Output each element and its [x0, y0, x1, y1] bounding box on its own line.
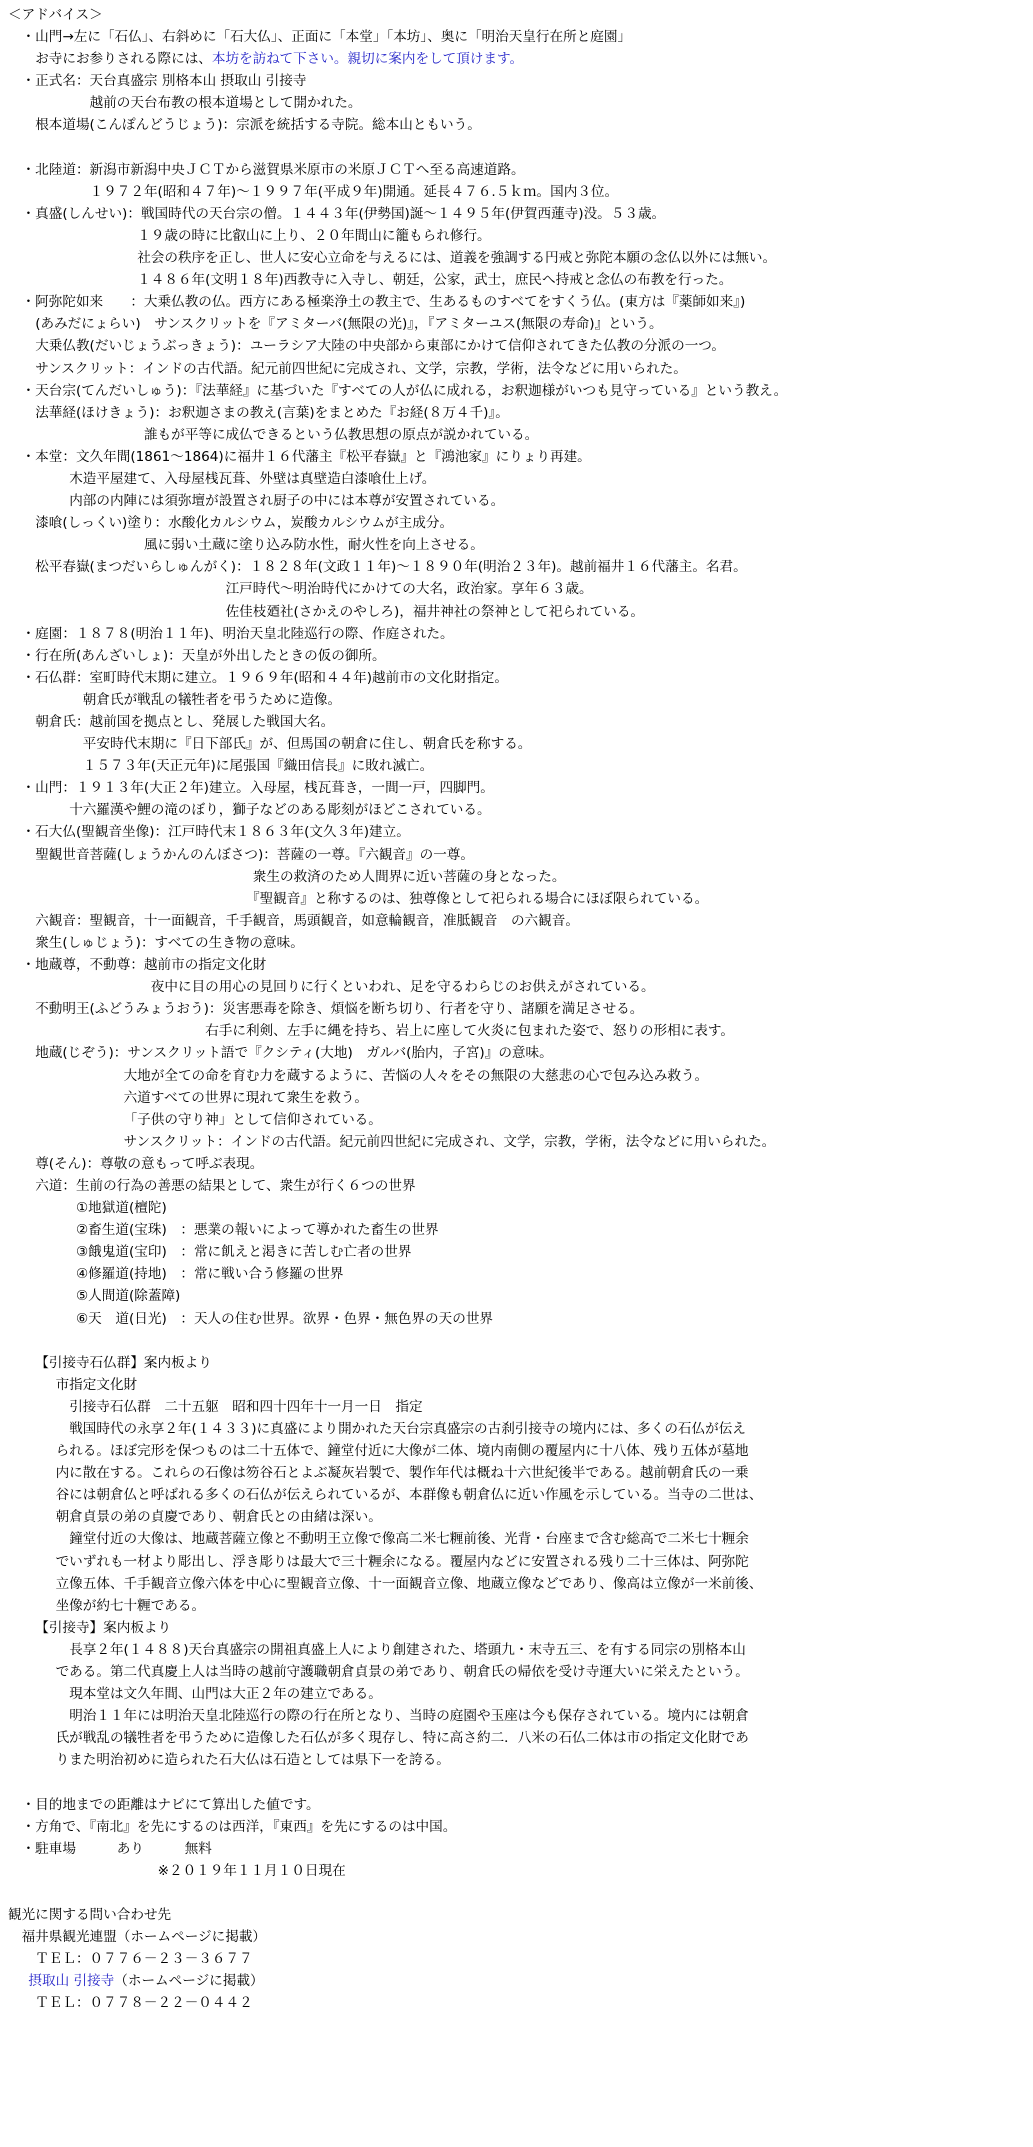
line-text: 地蔵(じぞう)：サンスクリット語で『クシティ(大地) ガルバ(胎内，子宮)』の意味。: [35, 1045, 553, 1062]
text-line: [8, 1727, 1028, 1749]
line-text: ・天台宗(てんだいしゅう)：『法華経』に基づいた『すべての人が仏に成れる，お釈迦様がいつも見守っている』という教え。: [21, 382, 788, 399]
text-line: [8, 1948, 1028, 1970]
line-text: ・北陸道：新潟市新潟中央ＪＣＴから滋賀県米原市の米原ＪＣＴへ至る高速道路。: [21, 161, 525, 178]
text-line: [8, 380, 1028, 402]
text-line: [8, 1617, 1028, 1639]
line-text: 谷には朝倉仏と呼ばれる多くの石仏が伝えられているが、本群像も朝倉仏に近い作風を示している。当寺の二世は、: [55, 1487, 763, 1504]
line-text: ＜アドバイス＞: [8, 7, 103, 23]
text-line: [8, 1241, 1028, 1263]
text-line: [8, 689, 1028, 711]
text-line: [8, 1153, 1028, 1175]
text-line: [8, 1175, 1028, 1197]
line-text: 六道：生前の行為の善悪の結果として、衆生が行く６つの世界: [35, 1177, 416, 1194]
line-text: １５７３年(天正元年)に尾張国『織田信長』に敗れ滅亡。: [82, 758, 434, 775]
line-text: 朝倉氏が戦乱の犠牲者を弔うために造像。: [82, 691, 342, 708]
line-text: 内に散在する。これらの石像は笏谷石とよぶ凝灰岩製で、製作年代は概ね十六世紀後半である。越前朝倉氏の一乗: [55, 1465, 749, 1482]
line-text: 平安時代末期に『日下部氏』が、但馬国の朝倉に住し、朝倉氏を称する。: [82, 736, 532, 753]
text-line: [8, 623, 1028, 645]
line-text: 『聖観音』と称するのは、独尊像として祀られる場合にほぼ限られている。: [246, 890, 709, 907]
line-text: 内部の内陣には須弥壇が設置され厨子の中には本尊が安置されている。: [69, 493, 505, 510]
text-line: [8, 1683, 1028, 1705]
text-line: [8, 888, 1028, 910]
line-text: 衆生の救済のため人間界に近い菩薩の身となった。: [252, 868, 566, 885]
line-text: 【引接寺石仏群】案内板より: [35, 1354, 212, 1371]
line-text: 朝倉貞景の弟の貞慶であり、朝倉氏との由緒は深い。: [55, 1509, 382, 1526]
text-line: [8, 1087, 1028, 1109]
text-line: [8, 402, 1028, 424]
line-text: 江戸時代〜明治時代にかけての大名，政治家。享年６３歳。: [225, 581, 593, 598]
text-line: [8, 26, 1028, 48]
text-line: [8, 48, 1028, 70]
text-line: [8, 1573, 1028, 1595]
text-line: [8, 534, 1028, 556]
line-text: ⑥天 道(日光) ：天人の住む世界。欲界・色界・無色界の天の世界: [76, 1310, 494, 1327]
line-text: ④修羅道(持地) ：常に戦い合う修羅の世界: [76, 1266, 344, 1283]
line-text: 越前の天台布教の根本道場として開かれた。: [89, 95, 362, 112]
text-line: [8, 645, 1028, 667]
line-text: 風に弱い土蔵に塗り込み防水性，耐火性を向上させる。: [144, 537, 484, 554]
line-text: 衆生(しゅじょう)：すべての生き物の意味。: [35, 934, 304, 951]
text-line: [8, 1639, 1028, 1661]
line-text: ①地獄道(檀陀): [76, 1200, 167, 1217]
line-text: ＴＥＬ：０７７６－２３－３６７７: [35, 1951, 253, 1968]
line-text: 立像五体、千手観音立像六体を中心に聖観音立像、十一面観音立像、地蔵立像などであり、像高は立像が一米前後、: [55, 1575, 763, 1592]
text-line: [8, 1794, 1028, 1816]
highlight-text: 摂取山 引接寺: [28, 1973, 115, 1990]
text-line: [8, 667, 1028, 689]
text-line: [8, 335, 1028, 357]
text-line: [8, 424, 1028, 446]
text-line: [8, 225, 1028, 247]
text-line: [8, 1219, 1028, 1241]
text-line: [8, 1506, 1028, 1528]
line-text: ②畜生道(宝珠) ：悪業の報いによって導かれた畜生の世界: [76, 1222, 439, 1239]
text-line: [8, 844, 1028, 866]
text-line: [8, 578, 1028, 600]
line-text: 聖観世音菩薩(しょうかんのんぼさつ)：菩薩の一尊。『六観音』の一尊。: [35, 846, 474, 863]
line-text: １９歳の時に比叡山に上り、２０年間山に籠もられ修行。: [137, 227, 491, 244]
line-text: 十六羅漢や鯉の滝のぼり，獅子などのある彫刻がほどこされている。: [69, 802, 491, 819]
blank-line: [8, 1330, 1028, 1352]
line-text: ＴＥＬ：０７７８－２２－０４４２: [35, 1995, 253, 2012]
text-line: [8, 1440, 1028, 1462]
text-line: [8, 1528, 1028, 1550]
line-text: ・方角で、『南北』を先にするのは西洋，『東西』を先にするのは中国。: [21, 1818, 457, 1835]
text-line: [8, 954, 1028, 976]
line-text: ・阿弥陀如来 ：大乗仏教の仏。西方にある極楽浄土の教主で、生あるものすべてをすくう仏。(東方は『薬師如来』): [21, 294, 746, 311]
text-line: [8, 1551, 1028, 1573]
line-text: ・駐車場 あり 無料: [21, 1840, 212, 1857]
text-line: [8, 159, 1028, 181]
line-text: サンスクリット：インドの古代語。紀元前四世紀に完成され、文学，宗教，学術，法令などに用いられた。: [123, 1133, 776, 1150]
text-line: [8, 247, 1028, 269]
line-text: 佐佳枝廼社(さかえのやしろ)，福井神社の祭神として祀られている。: [225, 603, 645, 620]
line-text: 引接寺石仏群 二十五躯 昭和四十四年十一月一日 指定: [69, 1398, 423, 1415]
line-text: 福井県観光連盟（ホームページに掲載）: [21, 1929, 267, 1946]
text-line: [8, 1109, 1028, 1131]
text-line: [8, 711, 1028, 733]
line-text: りまた明治初めに造られた石大仏は石造としては県下一を誇る。: [55, 1752, 450, 1769]
line-text: サンスクリット：インドの古代語。紀元前四世紀に完成され、文学，宗教，学術，法令などに用いられた。: [35, 360, 687, 377]
text-line: [8, 92, 1028, 114]
line-text: 六観音：聖観音，十一面観音，千手観音，馬頭観音，如意輪観音，准胝観音 の六観音。: [35, 912, 579, 929]
line-text: 木造平屋建て、入母屋桟瓦葺、外壁は真壁造白漆喰仕上げ。: [69, 470, 436, 487]
text-line: [8, 1020, 1028, 1042]
document-body: [8, 4, 1028, 2015]
text-line: [8, 1131, 1028, 1153]
line-text: ・石仏群：室町時代末期に建立。１９６９年(昭和４４年)越前市の文化財指定。: [21, 669, 508, 686]
line-text: 社会の秩序を正し、世人に安心立命を与えるには、道義を強調する円戒と弥陀本願の念仏以外には無い。: [137, 250, 777, 267]
text-line: [8, 1263, 1028, 1285]
text-line: [8, 777, 1028, 799]
line-text: 松平春嶽(まつだいらしゅんがく)：１８２８年(文政１１年)〜１８９０年(明治２３年)。越前福井１６代藩主。名君。: [35, 559, 747, 576]
line-text: である。第二代真慶上人は当時の越前守護職朝倉貞景の弟であり、朝倉氏の帰依を受け寺運大いに栄えたという。: [55, 1664, 749, 1681]
text-line: [8, 114, 1028, 136]
text-line: [8, 490, 1028, 512]
line-text: ・山門→左に「石仏」、右斜めに「石大仏」、正面に「本堂」「本坊」、奥に「明治天皇行在所と庭園」: [21, 29, 632, 46]
line-text: でいずれも一材より彫出し、浮き彫りは最大で三十糎余になる。覆屋内などに安置される残り二十三体は、阿弥陀: [55, 1553, 749, 1570]
text-line: [8, 998, 1028, 1020]
line-text: １４８６年(文明１８年)西教寺に入寺し、朝廷，公家，武士，庶民へ持戒と念仏の布教を行った。: [137, 272, 733, 289]
line-text: 明治１１年には明治天皇北陸巡行の際の行在所となり、当時の庭園や玉座は今も保存されている。境内には朝倉: [69, 1708, 749, 1725]
line-text: ③餓鬼道(宝印) ：常に飢えと渇きに苦しむ亡者の世界: [76, 1244, 412, 1261]
text-line: [8, 1970, 1028, 1992]
text-line: [8, 932, 1028, 954]
text-line: [8, 799, 1028, 821]
blank-line: [8, 1882, 1028, 1904]
line-text: 六道すべての世界に現れて衆生を救う。: [123, 1089, 369, 1106]
text-line: [8, 1816, 1028, 1838]
text-line: [8, 358, 1028, 380]
line-text: ・行在所(あんざいしょ)：天皇が外出したときの仮の御所。: [21, 647, 386, 664]
line-text: られる。ほぼ完形を保つものは二十五体で、鐘堂付近に大像が二体、境内南側の覆屋内に十八体、残り五体が墓地: [55, 1443, 749, 1460]
text-line: [8, 1838, 1028, 1860]
line-text: ・真盛(しんせい)：戦国時代の天台宗の僧。１４４３年(伊勢国)誕〜１４９５年(伊賀西蓮寺)没。５３歳。: [21, 205, 666, 222]
line-text: １９７２年(昭和４７年)〜１９９７年(平成９年)開通。延長４７６.５ｋｍ。国内３位。: [89, 183, 619, 200]
text-line: [8, 4, 1028, 26]
line-text: 朝倉氏：越前国を拠点とし、発展した戦国大名。: [35, 714, 335, 730]
text-line: [8, 910, 1028, 932]
blank-line: [8, 137, 1028, 159]
text-line: [8, 269, 1028, 291]
text-line: [8, 1308, 1028, 1330]
text-line: [8, 1374, 1028, 1396]
line-text: 大乗仏教(だいじょうぶっきょう)：ユーラシア大陸の中央部から東部にかけて信仰されてきた仏教の分派の一つ。: [35, 338, 725, 355]
line-text: ・山門：１９１３年(大正２年)建立。入母屋，桟瓦葺き，一間一戸，四脚門。: [21, 780, 494, 797]
text-line: [8, 556, 1028, 578]
text-line: [8, 1595, 1028, 1617]
line-text: ・目的地までの距離はナビにて算出した値です。: [21, 1796, 320, 1813]
line-text: 大地が全ての命を育む力を蔵するように、苦悩の人々をその無限の大慈悲の心で包み込み救う。: [123, 1067, 709, 1084]
line-text: お寺にお参りされる際には、: [35, 51, 212, 68]
text-line: [8, 203, 1028, 225]
text-line: [8, 1705, 1028, 1727]
text-line: [8, 1484, 1028, 1506]
highlight-text: 本坊を訪ねて下さい。親切に案内をして頂けます。: [211, 51, 524, 68]
text-line: [8, 821, 1028, 843]
text-line: [8, 1285, 1028, 1307]
line-text: 鐘堂付近の大像は、地蔵菩薩立像と不動明王立像で像高二米七糎前後、光背・台座まで含む総高で二米七十糎余: [69, 1531, 749, 1548]
text-line: [8, 70, 1028, 92]
text-line: [8, 1418, 1028, 1440]
line-text: 「子供の守り神」として信仰されている。: [123, 1111, 382, 1128]
line-text: ⑤人間道(除蓋障): [76, 1288, 181, 1305]
text-line: [8, 1661, 1028, 1683]
line-text: 市指定文化財: [55, 1376, 138, 1393]
text-line: [8, 1352, 1028, 1374]
text-line: [8, 976, 1028, 998]
line-text: 夜中に目の用心の見回りに行くといわれ、足を守るわらじのお供えがされている。: [150, 979, 655, 996]
line-text: 不動明王(ふどうみょうおう)：災害悪毒を除き、煩悩を断ち切り、行者を守り、諸願を満足させる。: [35, 1001, 644, 1018]
text-line: [8, 1042, 1028, 1064]
text-line: [8, 1904, 1028, 1926]
line-text: 観光に関する問い合わせ先: [8, 1907, 172, 1924]
text-line: [8, 446, 1028, 468]
text-line: [8, 468, 1028, 490]
line-text: 根本道場(こんぽんどうじょう)：宗派を統括する寺院。総本山ともいう。: [35, 117, 481, 134]
line-text: ※２０１９年１１月１０日現在: [157, 1862, 346, 1879]
text-line: [8, 1065, 1028, 1087]
text-line: [8, 1749, 1028, 1771]
line-text: ・正式名：天台真盛宗 別格本山 摂取山 引接寺: [21, 73, 307, 90]
line-text: ・地蔵尊，不動尊：越前市の指定文化財: [21, 957, 267, 974]
text-line: [8, 1197, 1028, 1219]
line-text-suffix: （ホームページに掲載）: [114, 1973, 264, 1990]
line-text: 坐像が約七十糎である。: [55, 1597, 206, 1614]
text-line: [8, 1992, 1028, 2014]
blank-line: [8, 1772, 1028, 1794]
text-line: [8, 601, 1028, 623]
text-line: [8, 313, 1028, 335]
line-text: 誰もが平等に成仏できるという仏教思想の原点が説かれている。: [144, 426, 539, 443]
line-text: 氏が戦乱の犠牲者を弔うために造像した石仏が多く現存し、特に高さ約二．八米の石仏二体は市の指定文化財であ: [55, 1730, 749, 1747]
text-line: [8, 181, 1028, 203]
text-line: [8, 1860, 1028, 1882]
line-text: 長享２年(１４８８)天台真盛宗の開祖真盛上人により創建された、塔頭九・末寺五三、を有する同宗の別格本山: [69, 1641, 746, 1658]
line-text: 漆喰(しっくい)塗り：水酸化カルシウム，炭酸カルシウムが主成分。: [35, 515, 454, 532]
text-line: [8, 733, 1028, 755]
text-line: [8, 755, 1028, 777]
line-text: 戦国時代の永享２年(１４３３)に真盛により開かれた天台宗真盛宗の古刹引接寺の境内には、多くの石仏が伝え: [69, 1421, 746, 1437]
line-text: 右手に利剣、左手に縄を持ち、岩上に座して火炎に包まれた姿で、怒りの形相に表す。: [205, 1023, 734, 1040]
line-text: ・石大仏(聖観音坐像)：江戸時代末１８６３年(文久３年)建立。: [21, 824, 410, 841]
line-text: 尊(そん)：尊敬の意もって呼ぶ表現。: [35, 1155, 264, 1172]
line-text: 現本堂は文久年間、山門は大正２年の建立である。: [69, 1686, 382, 1703]
text-line: [8, 1396, 1028, 1418]
text-line: [8, 1926, 1028, 1948]
line-text: 【引接寺】案内板より: [35, 1619, 172, 1636]
line-text: 法華経(ほけきょう)：お釈迦さまの教え(言葉)をまとめた『お経(８万４千)』。: [35, 404, 509, 421]
line-text: (あみだにょらい) サンスクリットを『アミターバ(無限の光)』，『アミターユス(無限の寿命)』という。: [35, 316, 663, 333]
text-line: [8, 291, 1028, 313]
line-text: ・庭園：１８７８(明治１１年)、明治天皇北陸巡行の際、作庭された。: [21, 625, 454, 642]
line-text: ・本堂：文久年間(1861〜1864)に福井１６代藩主『松平春嶽』と『鴻池家』にりょり再建。: [21, 448, 591, 465]
text-line: [8, 1462, 1028, 1484]
text-line: [8, 512, 1028, 534]
text-line: [8, 866, 1028, 888]
